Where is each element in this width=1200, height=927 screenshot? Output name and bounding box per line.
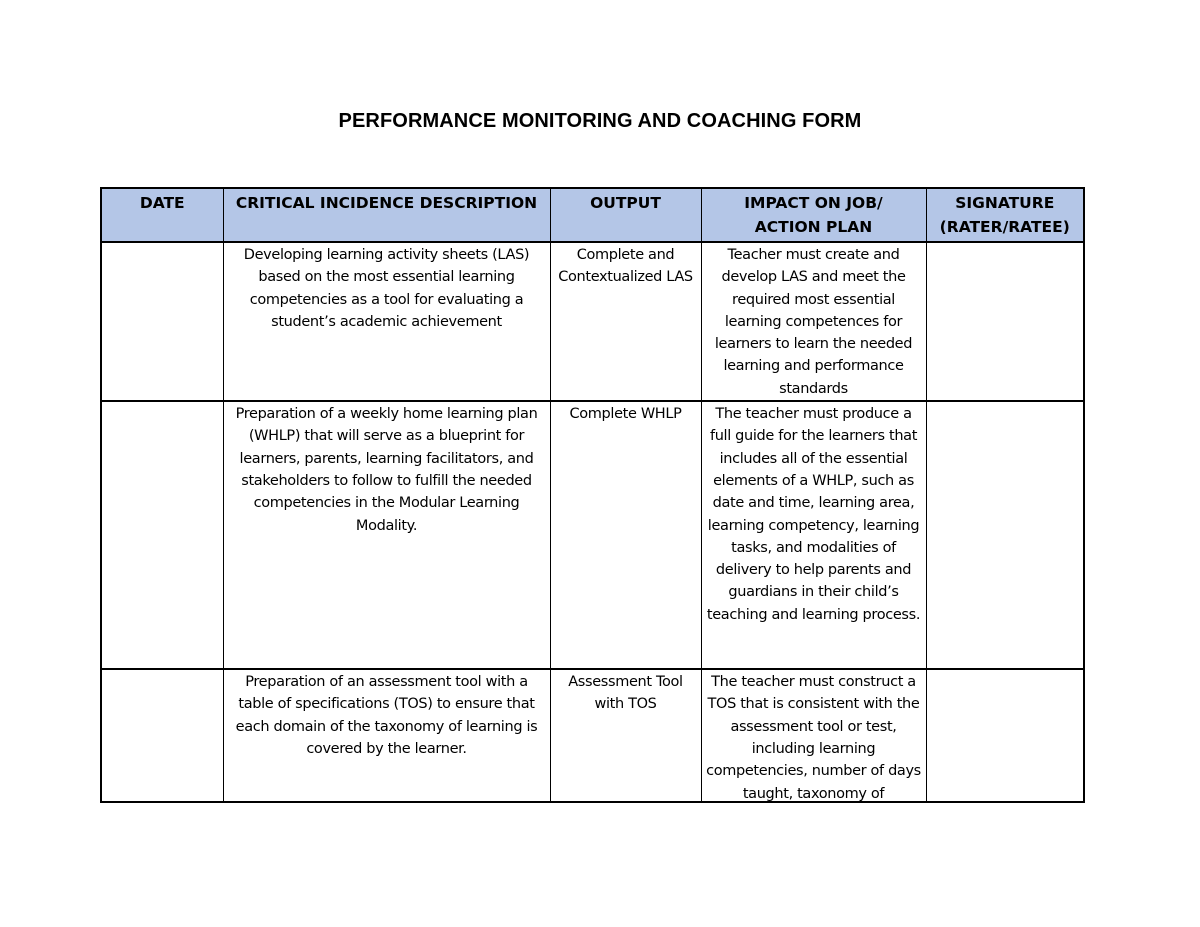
output-cell: Complete and Contextualized LAS — [550, 242, 701, 401]
header-signature-line1: SIGNATURE — [955, 194, 1055, 212]
header-signature-line2: (RATER/RATEE) — [939, 218, 1070, 236]
description-cell: Preparation of a weekly home learning plan (WHLP) that will serve as a blueprint for learners, parents, learning facilitators, and stakeholders to follow to fulfill the needed competencies in the Modular Learning Modality. — [223, 401, 550, 669]
form-title: PERFORMANCE MONITORING AND COACHING FORM — [338, 110, 862, 132]
header-impact — [701, 188, 926, 242]
date-cell[interactable] — [101, 242, 223, 401]
description-cell: Preparation of an assessment tool with a table of specifications (TOS) to ensure that each domain of the taxonomy of learning is covered by the learner. — [223, 669, 550, 802]
output-cell: Assessment Tool with TOS — [550, 669, 701, 802]
header-output: OUTPUT — [550, 188, 701, 242]
table-row — [101, 242, 1084, 401]
table-row — [101, 401, 1084, 669]
header-description: CRITICAL INCIDENCE DESCRIPTION — [223, 188, 550, 242]
date-cell[interactable] — [101, 669, 223, 802]
signature-cell[interactable] — [926, 401, 1084, 669]
description-cell: Developing learning activity sheets (LAS) based on the most essential learning competencies as a tool for evaluating a student’s academic achievement — [223, 242, 550, 401]
date-cell[interactable] — [101, 401, 223, 669]
output-cell: Complete WHLP — [550, 401, 701, 669]
impact-cell: Teacher must create and develop LAS and meet the required most essential learning competences for learners to learn the needed learning and performance standards — [701, 242, 926, 401]
impact-cell — [701, 669, 926, 802]
signature-cell[interactable] — [926, 669, 1084, 802]
header-signature — [926, 188, 1084, 242]
header-impact-line2: ACTION PLAN — [754, 218, 873, 236]
signature-cell[interactable] — [926, 242, 1084, 401]
table-header-row — [101, 188, 1084, 242]
impact-cell: The teacher must produce a full guide for the learners that includes all of the essential elements of a WHLP, such as date and time, learning area, learning competency, learning tasks, and modalities of delivery to help parents and guardians in their child’s teaching and learning process. — [701, 401, 926, 669]
table-row — [101, 669, 1084, 802]
coaching-table — [100, 187, 1085, 803]
header-impact-line1: IMPACT ON JOB/ — [744, 194, 883, 212]
header-date: DATE — [101, 188, 223, 242]
impact-cell-text: The teacher must construct a TOS that is consistent with the assessment tool or test, including learning competencies, number of days taught, taxonomy of — [706, 674, 921, 802]
